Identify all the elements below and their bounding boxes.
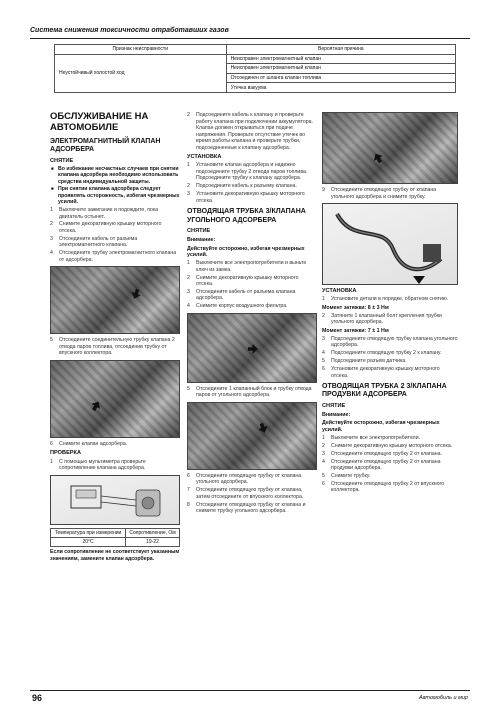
step-item: 5 Отсоедините соединительную трубку клапана 2 отвода паров топлива, отсоединив трубку от впускного коллектора. <box>50 337 175 357</box>
step-item: 3 Отсоедините кабель от разъема электромагнитного клапана. <box>50 235 138 249</box>
step-item: 6 Отсоедините отводящую трубку от клапана угольного адсорбера. <box>187 472 302 486</box>
step-item: 5 Снимите трубку. <box>322 473 371 480</box>
table-symptom-cell: Неустойчивый холостой ход <box>55 54 227 92</box>
res-value-ohm: 19-22 <box>126 537 180 546</box>
step-item: 4 Отсоедините отводящую трубку 2 от клапана продувки адсорбера. <box>322 458 441 472</box>
subsection-title: ОТВОДЯЩАЯ ТРУБКА 2 3/КЛАПАНА ПРОДУВКИ АДСОРБЕРА <box>322 383 447 399</box>
warning-item: ■ При снятии клапана адсорбера следует проявлять осторожность, избегая чрезмерных усилий. <box>50 186 180 206</box>
table-cause-cell: Неисправен электромагнитный клапан <box>226 64 455 74</box>
step-item: 3 Отсоедините кабель от разъема клапана адсорбера. <box>187 288 296 302</box>
section-title: ОБСЛУЖИВАНИЕ НА АВТОМОБИЛЕ <box>50 111 149 133</box>
page-header <box>30 27 470 39</box>
step-item: 8 Отсоедините отводящую трубку от клапана и снимите трубку угольного адсорбера. <box>187 501 306 515</box>
step-item: 1 Выключите все электропотребители. <box>322 435 421 442</box>
removal-heading: СНЯТИЕ <box>187 227 211 234</box>
troubleshooting-table <box>54 44 456 93</box>
step-item: 2 Затяните 1 клапанный болт крепления трубки угольного адсорбера. <box>322 312 442 326</box>
torque-label: Момент затяжки: 7 ± 1 Нм <box>322 327 389 334</box>
column-3 <box>322 112 458 494</box>
install-heading: УСТАНОВКА <box>187 154 222 160</box>
warning-heading: Внимание: <box>187 236 216 243</box>
table-cause-cell: Неисправен электромагнитный клапан <box>226 54 455 64</box>
table-cause-cell: Утечка вакуума <box>226 83 455 93</box>
page-footer <box>30 690 470 704</box>
step-item: 3 Установите декоративную крышку моторного отсека. <box>187 191 305 204</box>
column-1 <box>50 112 180 562</box>
step-item: 2 Подсоедините кабель к разъему клапана. <box>187 183 297 190</box>
page-number: 96 <box>32 693 43 703</box>
step-item: 4 Отсоедините трубку электромагнитного клапана от адсорбера. <box>50 250 177 263</box>
pointer-arrow-icon <box>89 399 103 413</box>
step-item: 9 Отсоедините отводящую трубку от клапана угольного адсорбера и снимите трубку. <box>322 187 437 200</box>
step-item: 1 Выключите зажигание и подождите, пока двигатель остынет. <box>50 207 159 220</box>
resistance-table <box>50 528 180 548</box>
warning-text: Действуйте осторожно, избегая чрезмерных усилий. <box>187 245 305 259</box>
pointer-arrow-icon <box>371 151 385 165</box>
table-cause-cell: Отсоединен от шланга клапан топлива <box>226 73 455 83</box>
warning-text: Действуйте осторожно, избегая чрезмерных усилий. <box>322 420 440 434</box>
install-heading: УСТАНОВКА <box>322 288 357 294</box>
pointer-arrow-icon <box>248 344 258 354</box>
step-item: 5 Отсоедините 1 клапанный блок и трубку отвода паров от угольного адсорбера. <box>187 385 312 399</box>
step-item: 4 Подсоедините отводящую трубку 2 к клапану. <box>322 350 442 357</box>
tube-photo <box>322 203 458 285</box>
engine-photo <box>187 402 317 470</box>
step-item: 1 Установите клапан адсорбера и надежно подсоедините трубку 2 отвода паров топлива. Подсоедините трубку к клапану адсорбера. <box>187 162 308 182</box>
step-item: 7 Отсоедините отводящую трубку от клапана, затем отсоедините от впускного коллектора. <box>187 487 304 500</box>
torque-label: Момент затяжки: 8 ± 3 Нм <box>322 304 389 311</box>
step-item: 6 Установите декоративную крышку моторного отсека. <box>322 366 440 379</box>
step-item: 6 Снимите клапан адсорбера. <box>50 440 128 447</box>
step-item: 3 Подсоедините отводящую трубку клапана угольного адсорбера. <box>322 335 458 349</box>
step-item: 6 Отсоедините отводящую трубку 2 от впускного коллектора. <box>322 480 445 494</box>
engine-photo <box>322 112 458 184</box>
step-item: 1 Выключите все электропотребители и выньте ключ из замка. <box>187 260 307 273</box>
header-title: Система снижения токсичности отработавших газов <box>30 27 229 34</box>
step-item: 1 С помощью мультиметра проверьте сопротивление клапана адсорбера. <box>50 458 146 472</box>
column-2 <box>187 112 317 515</box>
table-header-symptom: Признак неисправности <box>55 45 227 55</box>
purge-tube-icon <box>323 204 458 285</box>
subsection-title: ЭЛЕКТРОМАГНИТНЫЙ КЛАПАН АДСОРБЕРА <box>50 137 161 154</box>
step-item: 2 Снимите декоративную крышку моторного отсека. <box>187 274 299 288</box>
pointer-arrow-icon <box>130 288 143 301</box>
res-header-temp: Температура при измерении <box>51 528 126 537</box>
warning-heading: Внимание: <box>322 411 351 418</box>
step-item: 5 Подсоедините разъем датчика. <box>322 358 407 365</box>
subsection-title: ОТВОДЯЩАЯ ТРУБКА 3/КЛАПАНА УГОЛЬНОГО АДСОРБЕРА <box>187 208 306 224</box>
removal-heading: СНЯТИЕ <box>322 402 346 409</box>
step-item: 1 Установите детали в порядке, обратном снятию. <box>322 296 449 303</box>
engine-photo <box>50 266 180 334</box>
engine-photo <box>50 360 180 438</box>
engine-photo <box>187 313 317 383</box>
pointer-arrow-icon <box>257 421 270 434</box>
res-header-ohm: Сопротивление, Ом <box>126 528 180 537</box>
warning-item: ■ Во избежание несчастных случаев при снятии клапана адсорбера необходимо использовать средства индивидуальной защиты. <box>50 166 180 186</box>
step-item: 3 Отсоедините отводящую трубку 2 от клапана. <box>322 450 442 457</box>
multimeter-diagram <box>50 475 180 525</box>
removal-heading: СНЯТИЕ <box>50 157 74 164</box>
step-item: 2 Снимите декоративную крышку моторного отсека. <box>50 221 162 234</box>
resistance-note: Если сопротивление не соответствует указанным значениям, замените клапан адсорбера. <box>50 549 180 562</box>
publisher-brand: Автомобиль и мир <box>418 695 468 701</box>
multimeter-icon <box>51 476 180 525</box>
res-value-temp: 20°С <box>51 537 126 546</box>
step-item: 2 Подсоедините кабель к клапану и проверьте работу клапана при подключении аккумулятора. Клапан должен открываться при подаче напряжения. Проверьте отсутствие утечек во время работы клапана и проверьте трубки, подсоединенные к клапану адсорбера. <box>187 112 313 151</box>
check-heading: ПРОВЕРКА <box>50 450 81 457</box>
step-item: 2 Снимите декоративную крышку моторного отсека. <box>322 442 453 449</box>
step-item: 4 Снимите корпус воздушного фильтра. <box>187 303 288 310</box>
table-header-cause: Вероятная причина <box>226 45 455 55</box>
